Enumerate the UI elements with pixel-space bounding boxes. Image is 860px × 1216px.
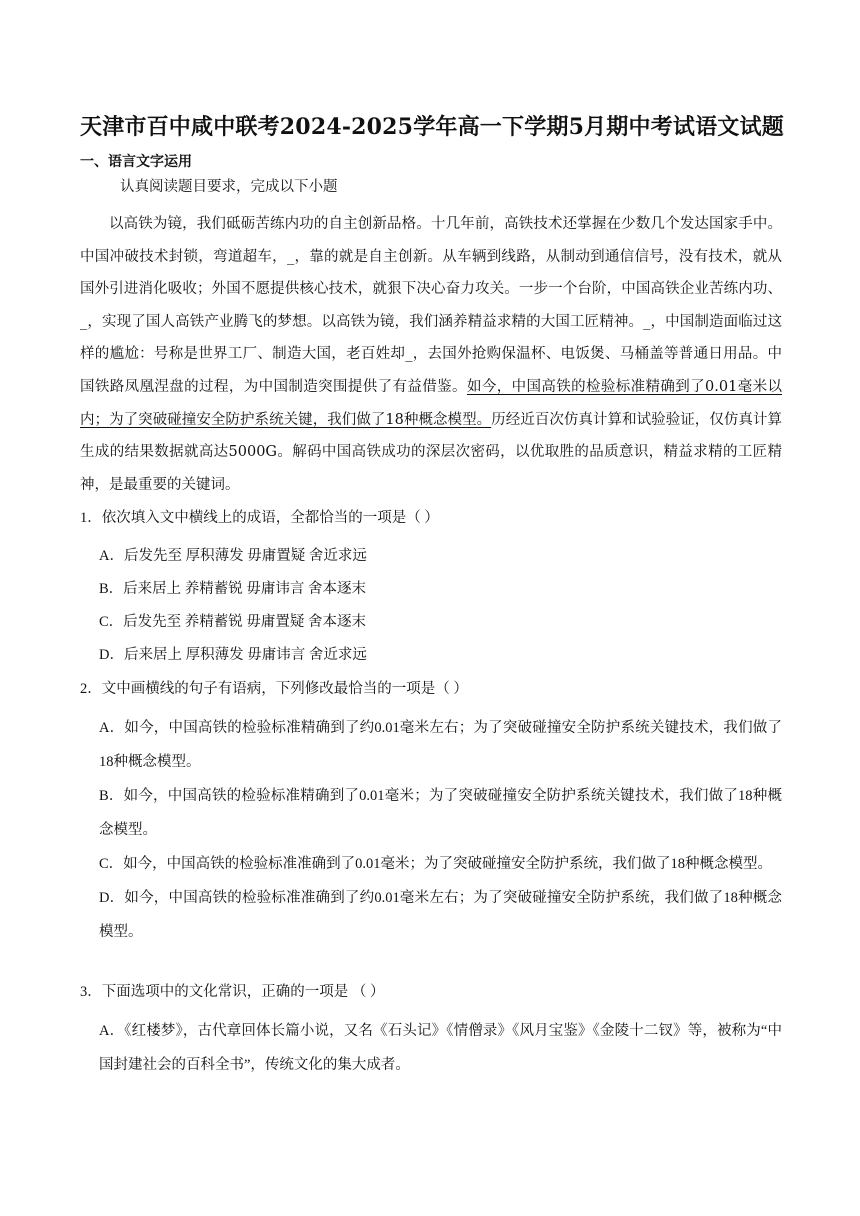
option-a: A．后发先至 厚积薄发 毋庸置疑 舍近求远 — [99, 548, 367, 565]
option-b: B．后来居上 养精蓄锐 毋庸讳言 舍本逐末 — [99, 581, 367, 598]
option-d: D．后来居上 厚积薄发 毋庸讳言 舍近求远 — [99, 647, 367, 664]
reading-passage — [80, 208, 782, 501]
question-1 — [80, 507, 782, 672]
option-d: D．如今，中国高铁的检验标准准确到了约0.01毫米左右；为了突破碰撞安全防护系统，我们做了18种概念模型。 — [99, 890, 782, 941]
option-a: A．《红楼梦》，古代章回体长篇小说，又名《石头记》《情僧录》《风月宝鉴》《金陵十二钗》等，被称为“中国封建社会的百科全书”，传统文化的集大成者。 — [99, 1023, 782, 1074]
question-stem: 1．依次填入文中横线上的成语，全都恰当的一项是（ ） — [80, 510, 439, 527]
question-stem: 2．文中画横线的句子有语病，下列修改最恰当的一项是（ ） — [80, 681, 468, 698]
page-title: 天津市百中咸中联考2024-2025学年高一下学期5月期中考试语文试题 — [80, 114, 784, 140]
section-heading: 一、语言文字运用 — [80, 154, 192, 170]
option-c: C．后发先至 养精蓄锐 毋庸置疑 舍本逐末 — [99, 614, 367, 631]
question-stem: 3．下面选项中的文化常识，正确的一项是 （ ） — [80, 984, 385, 1001]
option-c: C．如今，中国高铁的检验标准准确到了0.01毫米；为了突破碰撞安全防护系统，我们做了18种概念模型。 — [99, 856, 773, 873]
option-a: A．如今，中国高铁的检验标准精确到了约0.01毫米左右；为了突破碰撞安全防护系统关键技术，我们做了18种概念模型。 — [99, 720, 782, 771]
option-b: B．如今，中国高铁的检验标准精确到了0.01毫米；为了突破碰撞安全防护系统关键技术，我们做了18种概念模型。 — [99, 788, 782, 839]
question-3 — [80, 981, 782, 1082]
passage-text-before: 以高铁为镜，我们砥砺苦练内功的自主创新品格。十几年前，高铁技术还掌握在少数几个发达国家手中。中国冲破技术封锁，弯道超车，_，靠的就是自主创新。从车辆到线路，从制动到通信信号，没有技术，就从国外引进消化吸收；外国不愿提供核心技术，就狠下决心奋力攻关。一步一个台阶，中国高铁企业苦练内功、_，实现了国人高铁产业腾飞的梦想。以高铁为镜，我们涵养精益求精的大国工匠精神。_，中国制造面临过这样的尴尬：号称是世界工厂、制造大国，老百姓却_，去国外抢购保温杯、电饭煲、马桶盖等普通日用品。中国铁路凤凰涅盘的过程，为中国制造突围提供了有益借鉴。 — [80, 216, 782, 395]
section-instruction: 认真阅读题目要求，完成以下小题 — [120, 179, 338, 195]
spacer — [80, 949, 782, 981]
question-2 — [80, 678, 782, 949]
underlined-sentence: 如今，中国高铁的检验标准精确到了0.01毫米以内；为了突破碰撞安全防护系统关键，我们做了18种概念模型。 — [80, 378, 782, 428]
passage-text-after: 历经近百次仿真计算和试验验证，仅仿真计算生成的结果数据就高达5000G。解码中国高铁成功的深层次密码，以优取胜的品质意识，精益求精的工匠精神，是最重要的关键词。 — [80, 411, 782, 493]
